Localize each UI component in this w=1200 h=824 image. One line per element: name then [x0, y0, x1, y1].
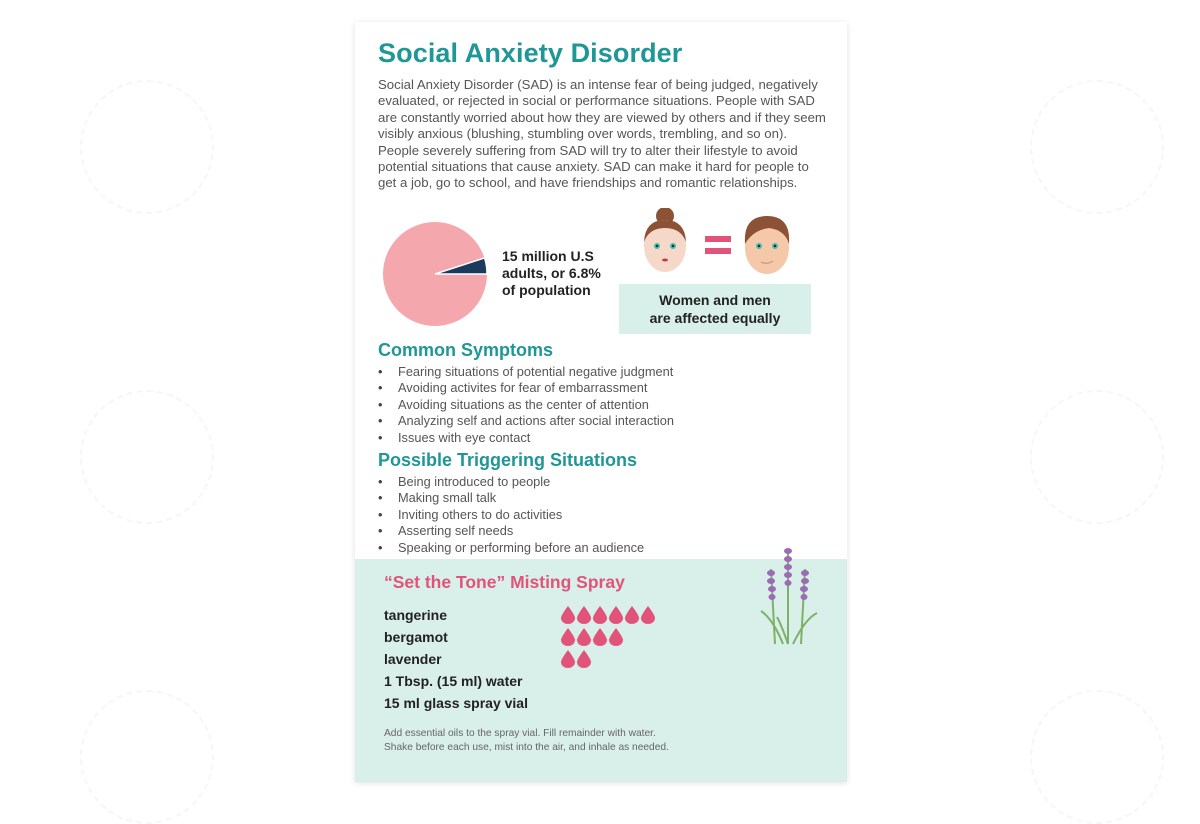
drop-icon: [577, 650, 591, 668]
equality-line-1: Women and men: [659, 292, 771, 308]
list-item: • Speaking or performing before an audience: [378, 540, 644, 556]
prevalence-stat: [502, 248, 601, 299]
stat-line-3: of population: [502, 282, 591, 298]
tangerine-drops: [561, 606, 655, 624]
ingredient-bergamot: bergamot: [384, 629, 448, 645]
ingredient-water: 1 Tbsp. (15 ml) water: [384, 673, 523, 689]
instructions-line-2: Shake before each use, mist into the air, and inhale as needed.: [384, 741, 669, 753]
list-item: • Analyzing self and actions after social interaction: [378, 413, 674, 429]
drop-icon: [561, 650, 575, 668]
drop-icon: [561, 606, 575, 624]
equality-callout: [619, 284, 811, 334]
drop-icon: [641, 606, 655, 624]
recipe-instructions: [384, 727, 669, 754]
lavender-icon: [753, 539, 823, 649]
ingredient-tangerine: tangerine: [384, 607, 448, 623]
info-card: [355, 22, 847, 782]
list-item: • Issues with eye contact: [378, 430, 674, 446]
drop-icon: [609, 628, 623, 646]
women-equals-men-illustration: [637, 208, 797, 278]
drop-icon: [561, 628, 575, 646]
equality-line-2: are affected equally: [649, 310, 781, 326]
drop-icon: [593, 628, 607, 646]
drop-icon: [593, 606, 607, 624]
drop-icon: [577, 628, 591, 646]
drop-icon: [577, 606, 591, 624]
stat-line-1: 15 million U.S: [502, 248, 594, 264]
list-item: • Being introduced to people: [378, 474, 644, 490]
stat-line-2: adults, or 6.8%: [502, 265, 601, 281]
lavender-drops: [561, 650, 591, 668]
ingredient-vial: 15 ml glass spray vial: [384, 695, 528, 711]
triggers-list: [378, 474, 644, 556]
woman-face-icon: [644, 208, 686, 272]
symptoms-list: [378, 364, 674, 446]
bergamot-drops: [561, 628, 623, 646]
drop-icon: [625, 606, 639, 624]
instructions-line-1: Add essential oils to the spray vial. Fill remainder with water.: [384, 728, 656, 739]
ingredient-lavender: lavender: [384, 651, 442, 667]
drop-icon: [609, 606, 623, 624]
list-item: • Avoiding situations as the center of attention: [378, 397, 674, 413]
symptoms-heading: Common Symptoms: [378, 340, 554, 360]
list-item: • Making small talk: [378, 490, 644, 506]
list-item: • Inviting others to do activities: [378, 507, 644, 523]
page-title: Social Anxiety Disorder: [378, 38, 683, 68]
prevalence-pie-chart: [383, 222, 487, 326]
list-item: • Fearing situations of potential negative judgment: [378, 364, 674, 380]
list-item: • Asserting self needs: [378, 523, 644, 539]
recipe-title: “Set the Tone” Misting Spray: [384, 572, 625, 592]
triggers-heading: Possible Triggering Situations: [378, 450, 638, 470]
man-face-icon: [745, 216, 789, 274]
recipe-panel: [355, 559, 847, 782]
intro-paragraph: Social Anxiety Disorder (SAD) is an intense fear of being judged, negatively evaluated, or rejected in social or performance situations. People with SAD are constantly worried about how they are viewed by others and if they seem visibly anxious (blushing, stumbling over words, trembling, and so on). People severely suffering from SAD will try to alter their lifestyle to avoid potential situations that cause anxiety. SAD can make it hard for people to get a job, go to school, and have friendships and romantic relationships.: [378, 77, 826, 191]
equals-icon: [705, 236, 731, 254]
list-item: • Avoiding activites for fear of embarrassment: [378, 380, 674, 396]
